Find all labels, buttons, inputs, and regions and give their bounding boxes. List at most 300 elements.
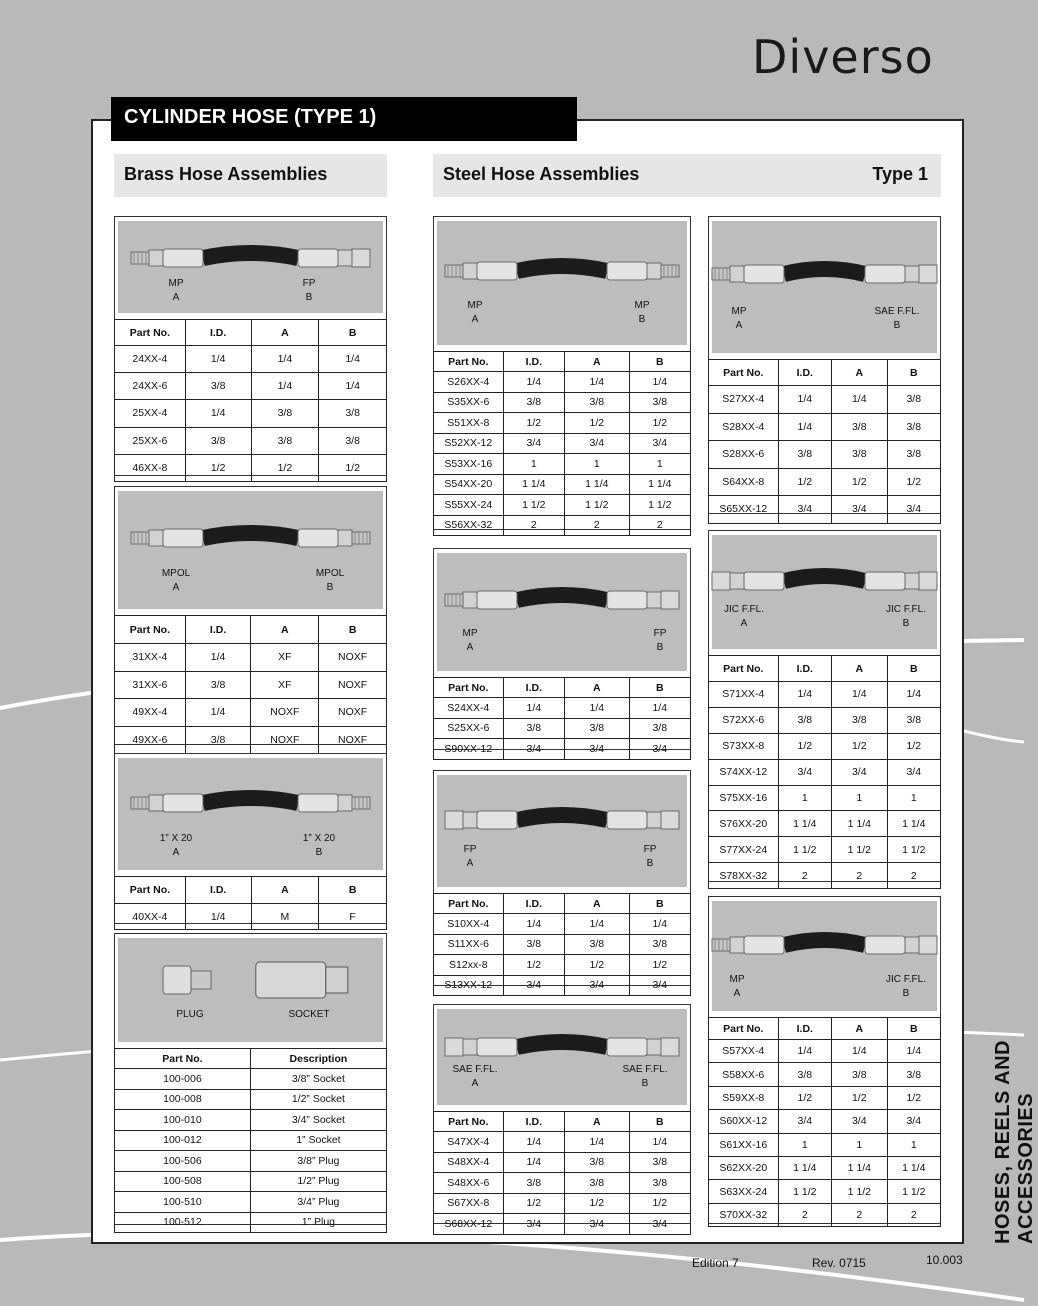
steel-mid-3-photo <box>437 775 687 887</box>
table-cell: 1/4 <box>832 1040 887 1063</box>
table-cell: S72XX-6 <box>709 707 779 733</box>
brass-2-end-b-label <box>285 567 375 595</box>
fitting-end: B <box>893 320 901 331</box>
footer-edition: Edition 7 <box>692 1256 739 1270</box>
steel-right-1-right-fitting-icon <box>865 265 937 283</box>
table-cell: 49XX-4 <box>115 699 186 727</box>
brass-4-photo <box>118 938 383 1042</box>
table-cell: 3/4 <box>629 975 690 996</box>
table-cell: 1/4 <box>629 1132 690 1153</box>
table-cell: S77XX-24 <box>709 837 779 863</box>
table-cell: 3/8 <box>565 934 629 955</box>
brass-1-card <box>114 216 387 476</box>
table-cell: 1/4 <box>629 698 690 719</box>
table-row <box>434 975 691 996</box>
table-cell: S90XX-12 <box>434 739 504 760</box>
steel-mid-2-card <box>433 548 691 755</box>
table-cell: 100-010 <box>115 1110 251 1131</box>
table-row <box>434 1214 691 1235</box>
table-cell: 2 <box>887 1203 941 1226</box>
table-row <box>434 433 691 454</box>
table-cell: 1 1/2 <box>887 1180 941 1203</box>
table-row <box>709 413 941 441</box>
steel-right-2-hose-icon <box>784 576 865 581</box>
table-cell: 3/8 <box>319 400 387 427</box>
table-cell: 1/4 <box>251 373 319 400</box>
table-cell: NOXF <box>319 671 387 699</box>
table-row <box>434 515 691 536</box>
table-cell: 25XX-4 <box>115 400 186 427</box>
table-cell: 1 <box>832 1133 887 1156</box>
table-cell: S10XX-4 <box>434 914 504 935</box>
steel-mid-3-right-fitting-icon <box>607 811 679 829</box>
table-header-row <box>115 616 387 644</box>
table-cell: S70XX-32 <box>709 1203 779 1226</box>
fitting-end: A <box>466 642 474 653</box>
table-cell: 1/2” Socket <box>250 1089 386 1110</box>
table-cell: 100-506 <box>115 1151 251 1172</box>
table-cell: 3/4 <box>629 1214 690 1235</box>
table-cell: 1/2 <box>251 454 319 481</box>
table-cell: 1/4 <box>503 914 564 935</box>
table-row <box>709 733 941 759</box>
table-cell: F <box>319 904 387 930</box>
table-cell: 1/2 <box>629 955 690 976</box>
table-cell: 3/8 <box>832 707 887 733</box>
column-header: B <box>887 656 941 682</box>
table-cell: 1 <box>778 1133 832 1156</box>
steel-right-1-left-fitting-icon <box>712 265 784 283</box>
table-cell: 46XX-8 <box>115 454 186 481</box>
brass-1-left-fitting-icon <box>131 249 203 267</box>
steel-mid-1-right-fitting-icon <box>607 262 679 280</box>
table-row <box>115 904 387 930</box>
table-cell: 1 <box>832 785 887 811</box>
steel-right-3-end-b-label <box>861 973 951 1001</box>
steel-right-3-left-fitting-icon <box>712 936 784 954</box>
column-header: I.D. <box>185 616 251 644</box>
table-cell: S12xx-8 <box>434 955 504 976</box>
column-header: B <box>629 894 690 914</box>
table-cell: 1/4 <box>185 699 251 727</box>
table-cell: 40XX-4 <box>115 904 186 930</box>
table-header-row <box>434 352 691 372</box>
fitting-end: A <box>172 847 180 858</box>
table-cell: S68XX-12 <box>434 1214 504 1235</box>
fitting-type: MP <box>467 300 483 311</box>
table-header-row <box>115 1049 387 1069</box>
table-row <box>709 837 941 863</box>
table-cell: 3/8 <box>629 1173 690 1194</box>
table-cell: 1 1/4 <box>778 811 832 837</box>
fitting-type: FP <box>653 628 667 639</box>
table-cell: 100-008 <box>115 1089 251 1110</box>
table-cell: 1/4 <box>887 682 941 708</box>
table-cell: 1/4 <box>778 682 832 708</box>
table-cell: 3/4 <box>887 759 941 785</box>
table-cell: 3/8 <box>251 400 319 427</box>
table-row <box>115 346 387 373</box>
table-cell: 3/4” Socket <box>250 1110 386 1131</box>
table-cell: S35XX-6 <box>434 392 504 413</box>
column-header: I.D. <box>778 1018 832 1040</box>
table-row <box>709 759 941 785</box>
table-row <box>434 454 691 475</box>
table-row <box>709 811 941 837</box>
steel-right-1-table <box>708 359 941 524</box>
steel-mid-1-card <box>433 216 691 530</box>
steel-mid-4-photo <box>437 1009 687 1105</box>
steel-right-2-right-fitting-icon <box>865 572 937 590</box>
table-cell: 1” Plug <box>250 1212 386 1233</box>
brass-3-table <box>114 876 387 930</box>
table-row <box>709 496 941 524</box>
table-cell: 3/8 <box>629 718 690 739</box>
table-cell: S59XX-8 <box>709 1086 779 1109</box>
table-cell: 1 1/2 <box>503 495 564 516</box>
footer-revision: Rev. 0715 <box>812 1256 866 1270</box>
fitting-type: FP <box>302 278 316 289</box>
steel-heading-text: Steel Hose Assemblies <box>443 164 640 184</box>
table-row <box>709 1180 941 1203</box>
table-cell: S73XX-8 <box>709 733 779 759</box>
steel-mid-3-left-fitting-icon <box>445 811 517 829</box>
steel-mid-3-end-a-label <box>425 843 515 871</box>
fitting-end: A <box>172 582 180 593</box>
fitting-end: B <box>902 988 910 999</box>
steel-mid-4-left-fitting-icon <box>445 1038 517 1056</box>
table-cell: S63XX-24 <box>709 1180 779 1203</box>
brass-1-photo <box>118 221 383 313</box>
brass-3-end-a-label <box>131 832 221 860</box>
steel-mid-4-right-fitting-icon <box>607 1038 679 1056</box>
table-cell: 1/4 <box>319 373 387 400</box>
table-cell: 3/8 <box>887 386 941 414</box>
brass-4-end-a-label <box>145 1008 235 1022</box>
table-cell: S28XX-6 <box>709 441 779 469</box>
table-cell: 1/4 <box>778 386 832 414</box>
table-row <box>115 1110 387 1131</box>
table-cell: 1/4 <box>565 372 629 393</box>
table-cell: 3/4 <box>887 496 941 524</box>
fitting-end: A <box>733 988 741 999</box>
side-section-label: HOSES, REELS AND ACCESSORIES <box>992 1040 1037 1244</box>
table-row <box>434 914 691 935</box>
table-cell: 24XX-6 <box>115 373 186 400</box>
table-cell: 2 <box>565 515 629 536</box>
column-header: A <box>565 894 629 914</box>
table-cell: S28XX-4 <box>709 413 779 441</box>
steel-right-2-photo <box>712 535 937 649</box>
table-row <box>709 1040 941 1063</box>
brass-2-table <box>114 615 387 754</box>
table-cell: 3/8 <box>565 1152 629 1173</box>
column-header: A <box>565 678 629 698</box>
table-row <box>434 413 691 434</box>
brass-heading <box>114 154 387 197</box>
table-cell: S60XX-12 <box>709 1110 779 1133</box>
steel-right-2-table <box>708 655 941 889</box>
table-cell: 24XX-4 <box>115 346 186 373</box>
table-cell: 1/2 <box>629 1193 690 1214</box>
table-row <box>709 468 941 496</box>
steel-mid-4-end-b-label <box>600 1063 690 1091</box>
table-row <box>115 427 387 454</box>
brass-2-photo <box>118 491 383 609</box>
table-cell: 3/8” Plug <box>250 1151 386 1172</box>
table-cell: 1/2 <box>778 733 832 759</box>
table-cell: S61XX-16 <box>709 1133 779 1156</box>
brass-1-right-fitting-icon <box>298 249 370 267</box>
table-cell: 1/4 <box>319 346 387 373</box>
fitting-end: A <box>471 1078 479 1089</box>
fitting-end: B <box>656 642 664 653</box>
fitting-type: 1” X 20 <box>159 833 193 844</box>
table-cell: 1/2 <box>887 1086 941 1109</box>
table-cell: 3/4 <box>778 759 832 785</box>
column-header: A <box>832 656 887 682</box>
table-cell: 1/4 <box>565 1132 629 1153</box>
table-cell: 1 1/4 <box>832 1156 887 1179</box>
fitting-end: B <box>638 314 646 325</box>
column-header: I.D. <box>503 1112 564 1132</box>
table-cell: 3/4 <box>503 433 564 454</box>
column-header: B <box>319 616 387 644</box>
column-header: Part No. <box>434 894 504 914</box>
column-header: A <box>832 1018 887 1040</box>
brass-1-table <box>114 319 387 482</box>
table-cell: S57XX-4 <box>709 1040 779 1063</box>
steel-right-1-card <box>708 216 941 514</box>
table-cell: S78XX-32 <box>709 863 779 889</box>
table-cell: 1 1/2 <box>832 1180 887 1203</box>
table-cell: 2 <box>832 863 887 889</box>
table-cell: S71XX-4 <box>709 682 779 708</box>
brass-3-right-fitting-icon <box>298 794 370 812</box>
table-cell: NOXF <box>319 699 387 727</box>
table-cell: 3/8 <box>629 934 690 955</box>
table-row <box>115 726 387 754</box>
table-cell: 31XX-4 <box>115 644 186 672</box>
table-cell: 1 <box>778 785 832 811</box>
fitting-type: MP <box>168 278 184 289</box>
column-header: Part No. <box>115 1049 251 1069</box>
column-header: I.D. <box>185 877 251 904</box>
brass-3-end-b-label <box>274 832 364 860</box>
brass-3-photo <box>118 758 383 870</box>
table-cell: 25XX-6 <box>115 427 186 454</box>
table-row <box>709 785 941 811</box>
table-cell: S55XX-24 <box>434 495 504 516</box>
table-cell: 3/8 <box>185 671 251 699</box>
table-cell: 1 1/4 <box>887 811 941 837</box>
table-cell: 1/2 <box>319 454 387 481</box>
column-header: I.D. <box>503 678 564 698</box>
fitting-end: B <box>315 847 323 858</box>
fitting-end: B <box>641 1078 649 1089</box>
table-cell: S25XX-6 <box>434 718 504 739</box>
table-row <box>434 495 691 516</box>
table-cell: 1 1/4 <box>778 1156 832 1179</box>
table-row <box>115 400 387 427</box>
column-header: B <box>319 320 387 346</box>
table-cell: 3/4 <box>887 1110 941 1133</box>
table-row <box>709 1086 941 1109</box>
table-cell: 1” Socket <box>250 1130 386 1151</box>
fitting-end: A <box>466 858 474 869</box>
table-cell: S26XX-4 <box>434 372 504 393</box>
table-cell: 1 1/2 <box>778 837 832 863</box>
table-cell: 3/4 <box>832 496 887 524</box>
table-cell: 2 <box>778 863 832 889</box>
brass-3-left-fitting-icon <box>131 794 203 812</box>
table-row <box>434 392 691 413</box>
table-cell: 3/8” Socket <box>250 1069 386 1090</box>
fitting-type: SAE F.FL. <box>452 1064 498 1075</box>
table-cell: 2 <box>887 863 941 889</box>
table-cell: S48XX-6 <box>434 1173 504 1194</box>
table-row <box>709 1063 941 1086</box>
table-cell: S62XX-20 <box>709 1156 779 1179</box>
table-cell: 3/8 <box>887 707 941 733</box>
table-row <box>115 671 387 699</box>
table-cell: 3/8 <box>319 427 387 454</box>
steel-mid-2-end-b-label <box>615 627 705 655</box>
table-cell: 3/8 <box>778 1063 832 1086</box>
table-header-row <box>434 1112 691 1132</box>
fitting-end: B <box>305 292 313 303</box>
table-row <box>709 386 941 414</box>
brass-2-right-fitting-icon <box>298 529 370 547</box>
table-header-row <box>709 1018 941 1040</box>
table-cell: 1/2 <box>565 1193 629 1214</box>
table-row <box>115 1089 387 1110</box>
table-cell: 1 1/4 <box>832 811 887 837</box>
table-cell: 100-510 <box>115 1192 251 1213</box>
steel-mid-2-photo <box>437 553 687 671</box>
column-header: A <box>251 616 319 644</box>
table-cell: 1 <box>629 454 690 475</box>
table-cell: 1/2 <box>887 468 941 496</box>
table-cell: 100-012 <box>115 1130 251 1151</box>
table-cell: XF <box>251 671 319 699</box>
table-row <box>434 698 691 719</box>
fitting-end: A <box>740 618 748 629</box>
table-cell: 3/4 <box>565 1214 629 1235</box>
table-cell: 3/8 <box>503 934 564 955</box>
column-header: B <box>629 678 690 698</box>
column-header: I.D. <box>503 894 564 914</box>
table-cell: 1/2 <box>778 468 832 496</box>
table-cell: 1 1/2 <box>832 837 887 863</box>
table-cell: 100-006 <box>115 1069 251 1090</box>
column-header: A <box>251 320 319 346</box>
steel-mid-4-end-a-label <box>430 1063 520 1091</box>
table-cell: 1 1/4 <box>629 474 690 495</box>
table-cell: 1/2 <box>185 454 251 481</box>
table-cell: 1/2 <box>778 1086 832 1109</box>
steel-right-3-hose-icon <box>784 940 865 945</box>
table-cell: 2 <box>832 1203 887 1226</box>
table-cell: 3/8 <box>185 373 251 400</box>
table-row <box>115 1130 387 1151</box>
fitting-type: MP <box>634 300 650 311</box>
table-row <box>434 1132 691 1153</box>
table-cell: 3/8 <box>185 726 251 754</box>
brass-3-card <box>114 753 387 924</box>
fitting-type: FP <box>463 844 477 855</box>
brass-4-end-b-label <box>264 1008 354 1022</box>
table-cell: 1/4 <box>565 698 629 719</box>
table-cell: S75XX-16 <box>709 785 779 811</box>
table-row <box>709 1156 941 1179</box>
brass-1-hose-icon <box>203 253 298 258</box>
table-row <box>434 372 691 393</box>
column-header: Part No. <box>709 1018 779 1040</box>
table-cell: 1 1/2 <box>778 1180 832 1203</box>
steel-mid-4-hose-icon <box>517 1042 607 1047</box>
column-header: B <box>319 877 387 904</box>
table-row <box>709 441 941 469</box>
table-cell: 1/2 <box>503 413 564 434</box>
table-cell: 3/4 <box>832 1110 887 1133</box>
table-cell: 3/8 <box>778 707 832 733</box>
column-header: Part No. <box>115 320 186 346</box>
page-title: CYLINDER HOSE (TYPE 1) <box>111 97 577 141</box>
fitting-type: JIC F.FL. <box>885 974 926 985</box>
table-header-row <box>434 678 691 698</box>
fitting-end: A <box>172 292 180 303</box>
table-row <box>434 1193 691 1214</box>
steel-right-2-end-b-label <box>861 603 951 631</box>
table-cell: NOXF <box>319 726 387 754</box>
steel-mid-3-hose-icon <box>517 815 607 820</box>
table-cell: 3/4 <box>778 496 832 524</box>
table-cell: S13XX-12 <box>434 975 504 996</box>
table-cell: 3/4” Plug <box>250 1192 386 1213</box>
table-cell: 3/8 <box>629 1152 690 1173</box>
column-header: B <box>887 360 941 386</box>
table-cell: 3/8 <box>887 413 941 441</box>
table-cell: 1/4 <box>251 346 319 373</box>
table-cell: 3/8 <box>565 392 629 413</box>
table-row <box>115 1171 387 1192</box>
table-cell: 1/4 <box>503 372 564 393</box>
table-row <box>434 739 691 760</box>
table-cell: 1/4 <box>185 346 251 373</box>
steel-mid-2-right-fitting-icon <box>607 591 679 609</box>
steel-mid-2-end-a-label <box>425 627 515 655</box>
column-header: Part No. <box>434 352 504 372</box>
table-cell: 1/4 <box>185 904 251 930</box>
table-cell: 1 1/2 <box>887 837 941 863</box>
table-cell: 1/4 <box>778 413 832 441</box>
steel-mid-1-photo <box>437 221 687 345</box>
table-cell: 1/4 <box>503 1152 564 1173</box>
table-row <box>434 474 691 495</box>
table-row <box>709 1203 941 1226</box>
steel-right-3-right-fitting-icon <box>865 936 937 954</box>
table-cell: 1/4 <box>503 698 564 719</box>
brass-2-hose-icon <box>203 533 298 538</box>
table-row <box>709 1110 941 1133</box>
table-cell: 1/4 <box>503 1132 564 1153</box>
table-cell: NOXF <box>251 699 319 727</box>
fitting-end: A <box>471 314 479 325</box>
table-cell: 1 <box>887 785 941 811</box>
table-row <box>434 1152 691 1173</box>
steel-mid-1-end-a-label <box>430 299 520 327</box>
